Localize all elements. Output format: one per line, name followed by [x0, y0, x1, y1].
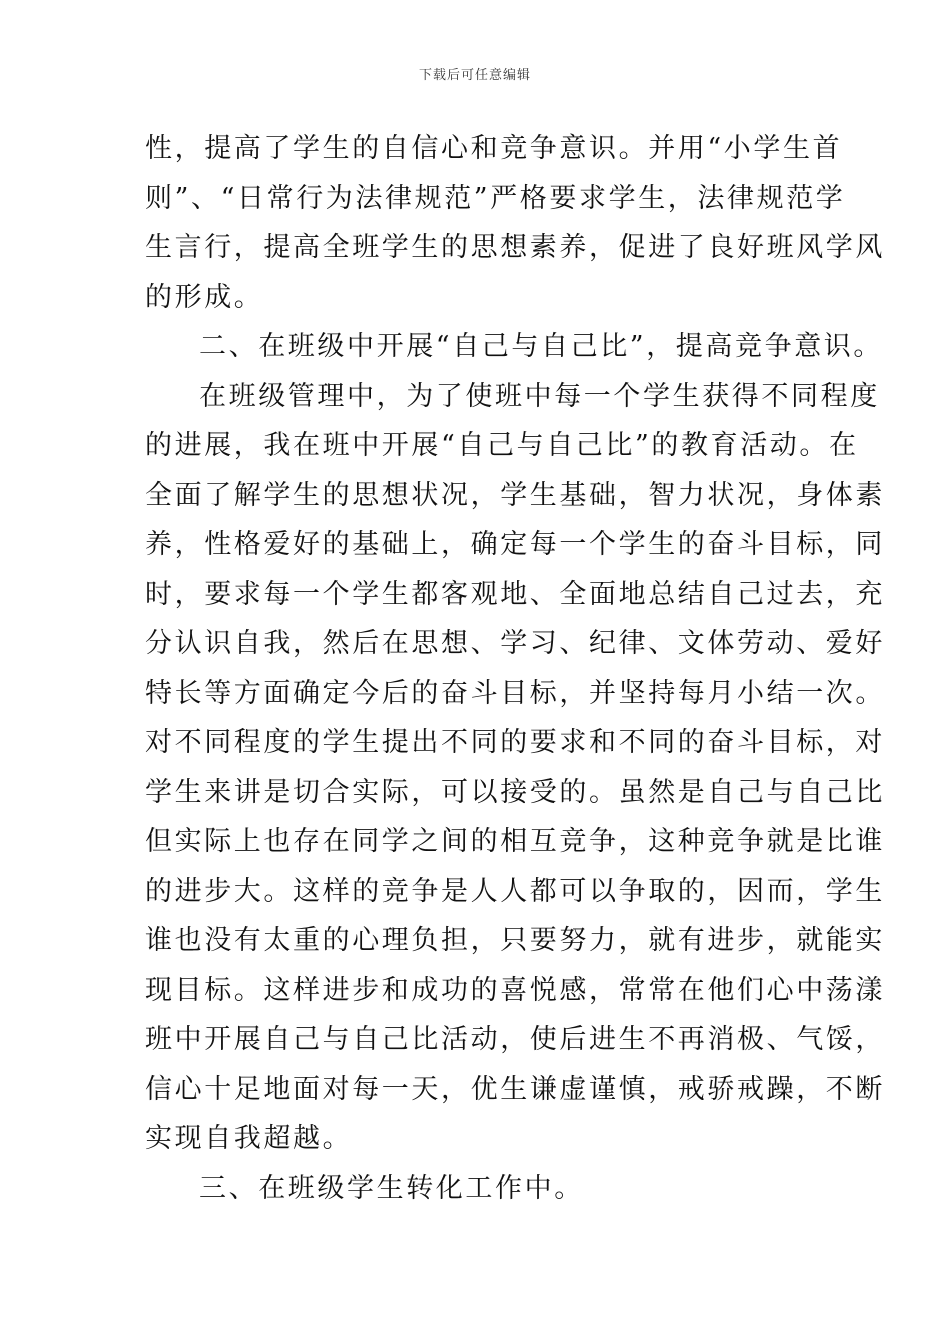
page-header: 下载后可任意编辑: [418, 68, 531, 83]
text-line: 现目标。这样进步和成功的喜悦感，常常在他们心中荡漾: [145, 974, 885, 1006]
text-line: 性，提高了学生的自信心和竞争意识。并用“小学生首: [145, 133, 843, 164]
text-line: 养，性格爱好的基础上，确定每一个学生的奋斗目标，同: [145, 529, 885, 560]
text-line: 谁也没有太重的心理负担，只要努力，就有进步，就能实: [145, 925, 885, 956]
text-line: 特长等方面确定今后的奋斗目标，并坚持每月小结一次。: [145, 677, 885, 709]
text-line: 时，要求每一个学生都客观地、全面地总结自己过去，充: [145, 578, 885, 610]
text-line: 的进步大。这样的竞争是人人都可以争取的，因而，学生: [145, 875, 885, 907]
text-line: 但实际上也存在同学之间的相互竞争，这种竞争就是比谁: [145, 826, 885, 857]
text-line: 全面了解学生的思想状况，学生基础，智力状况，身体素: [145, 479, 885, 511]
text-line: 实现自我超越。: [145, 1123, 353, 1154]
text-line: 信心十足地面对每一天，优生谦虚谨慎，戒骄戒躁，不断: [145, 1073, 885, 1105]
text-line: 对不同程度的学生提出不同的要求和不同的奋斗目标，对: [145, 727, 885, 758]
text-line: 学生来讲是切合实际，可以接受的。虽然是自己与自己比: [145, 776, 885, 808]
text-line: 班中开展自己与自己比活动，使后进生不再消极、气馁，: [145, 1024, 885, 1055]
text-line: 的进展，我在班中开展“自己与自己比”的教育活动。在: [145, 430, 859, 461]
text-line: 三、在班级学生转化工作中。: [199, 1172, 584, 1204]
text-line: 在班级管理中，为了使班中每一个学生获得不同程度: [199, 380, 880, 412]
text-line: 的形成。: [145, 281, 264, 313]
text-line: 生言行，提高全班学生的思想素养，促进了良好班风学风: [145, 232, 885, 263]
text-line: 则”、“日常行为法律规范”严格要求学生，法律规范学: [145, 182, 846, 214]
document-body: [145, 124, 885, 1213]
text-line: 二、在班级中开展“自己与自己比”，提高竞争意识。: [199, 331, 884, 362]
text-line: 分认识自我，然后在思想、学习、纪律、文体劳动、爱好: [145, 628, 885, 659]
